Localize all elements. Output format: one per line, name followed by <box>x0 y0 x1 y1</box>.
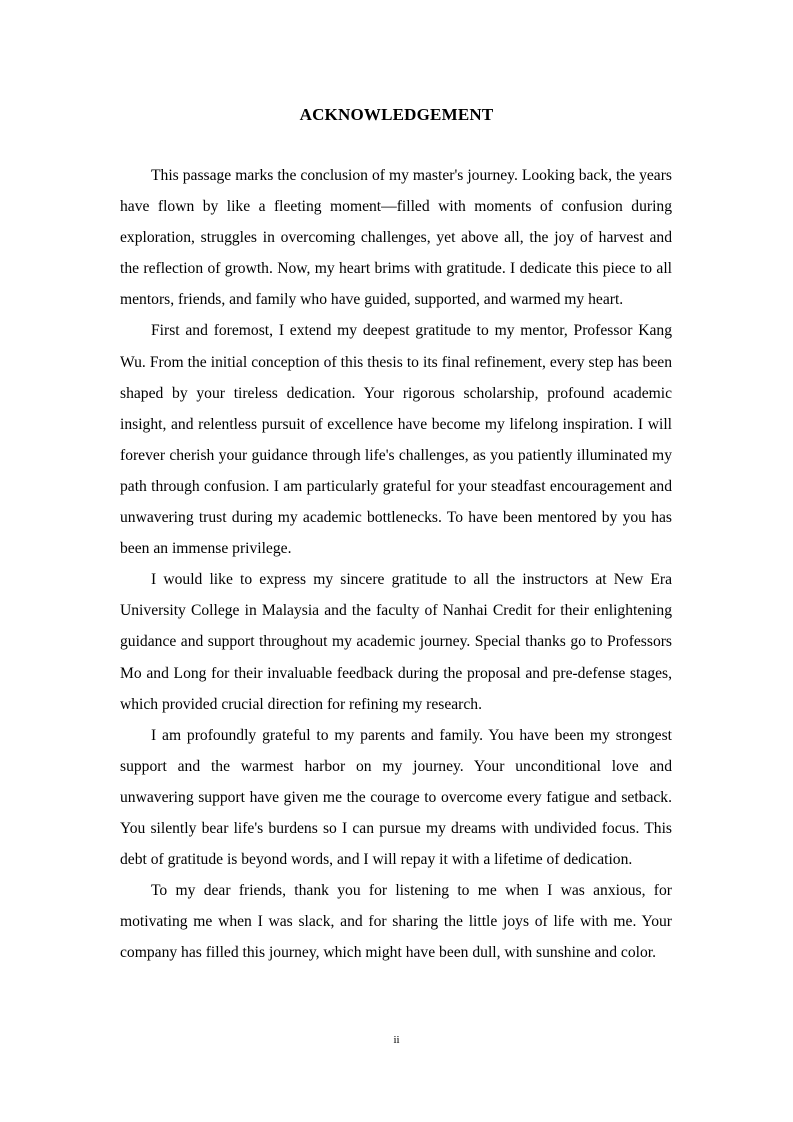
paragraph-mentor: First and foremost, I extend my deepest gratitude to my mentor, Professor Kang Wu. From the initial conception of this thesis to its final refinement, every step has been shaped by your tireless dedication. Your rigorous scholarship, profound academic insight, and relentless pursuit of excellence have become my lifelong inspiration. I will forever cherish your guidance through life's challenges, as you patiently illuminated my path through confusion. I am particularly grateful for your steadfast encouragement and unwavering trust during my academic bottlenecks. To have been mentored by you has been an immense privilege. <box>120 322 672 558</box>
paragraph-conclusion: This passage marks the conclusion of my master's journey. Looking back, the years have flown by like a fleeting moment—filled with moments of confusion during exploration, struggles in overcoming challenges, yet above all, the joy of harvest and the reflection of growth. Now, my heart brims with gratitude. I dedicate this piece to all mentors, friends, and family who have guided, supported, and warmed my heart. <box>120 167 672 309</box>
page-title: ACKNOWLEDGEMENT <box>299 105 494 124</box>
page-number: ii <box>393 1034 400 1046</box>
paragraph-instructors: I would like to express my sincere gratitude to all the instructors at New Era University College in Malaysia and the faculty of Nanhai Credit for their enlightening guidance and support throughout my academic journey. Special thanks go to Professors Mo and Long for their invaluable feedback during the proposal and pre-defense stages, which provided crucial direction for refining my research. <box>120 571 672 713</box>
acknowledgement-body <box>120 160 672 968</box>
paragraph-family: I am profoundly grateful to my parents and family. You have been my strongest support and the warmest harbor on my journey. Your unconditional love and unwavering support have given me the courage to overcome every fatigue and setback. You silently bear life's burdens so I can pursue my dreams with undivided focus. This debt of gratitude is beyond words, and I will repay it with a lifetime of dedication. <box>120 726 672 869</box>
paragraph-friends: To my dear friends, thank you for listening to me when I was anxious, for motivating me when I was slack, and for sharing the little joys of life with me. Your company has filled this journey, which might have been dull, with sunshine and color. <box>120 882 672 962</box>
